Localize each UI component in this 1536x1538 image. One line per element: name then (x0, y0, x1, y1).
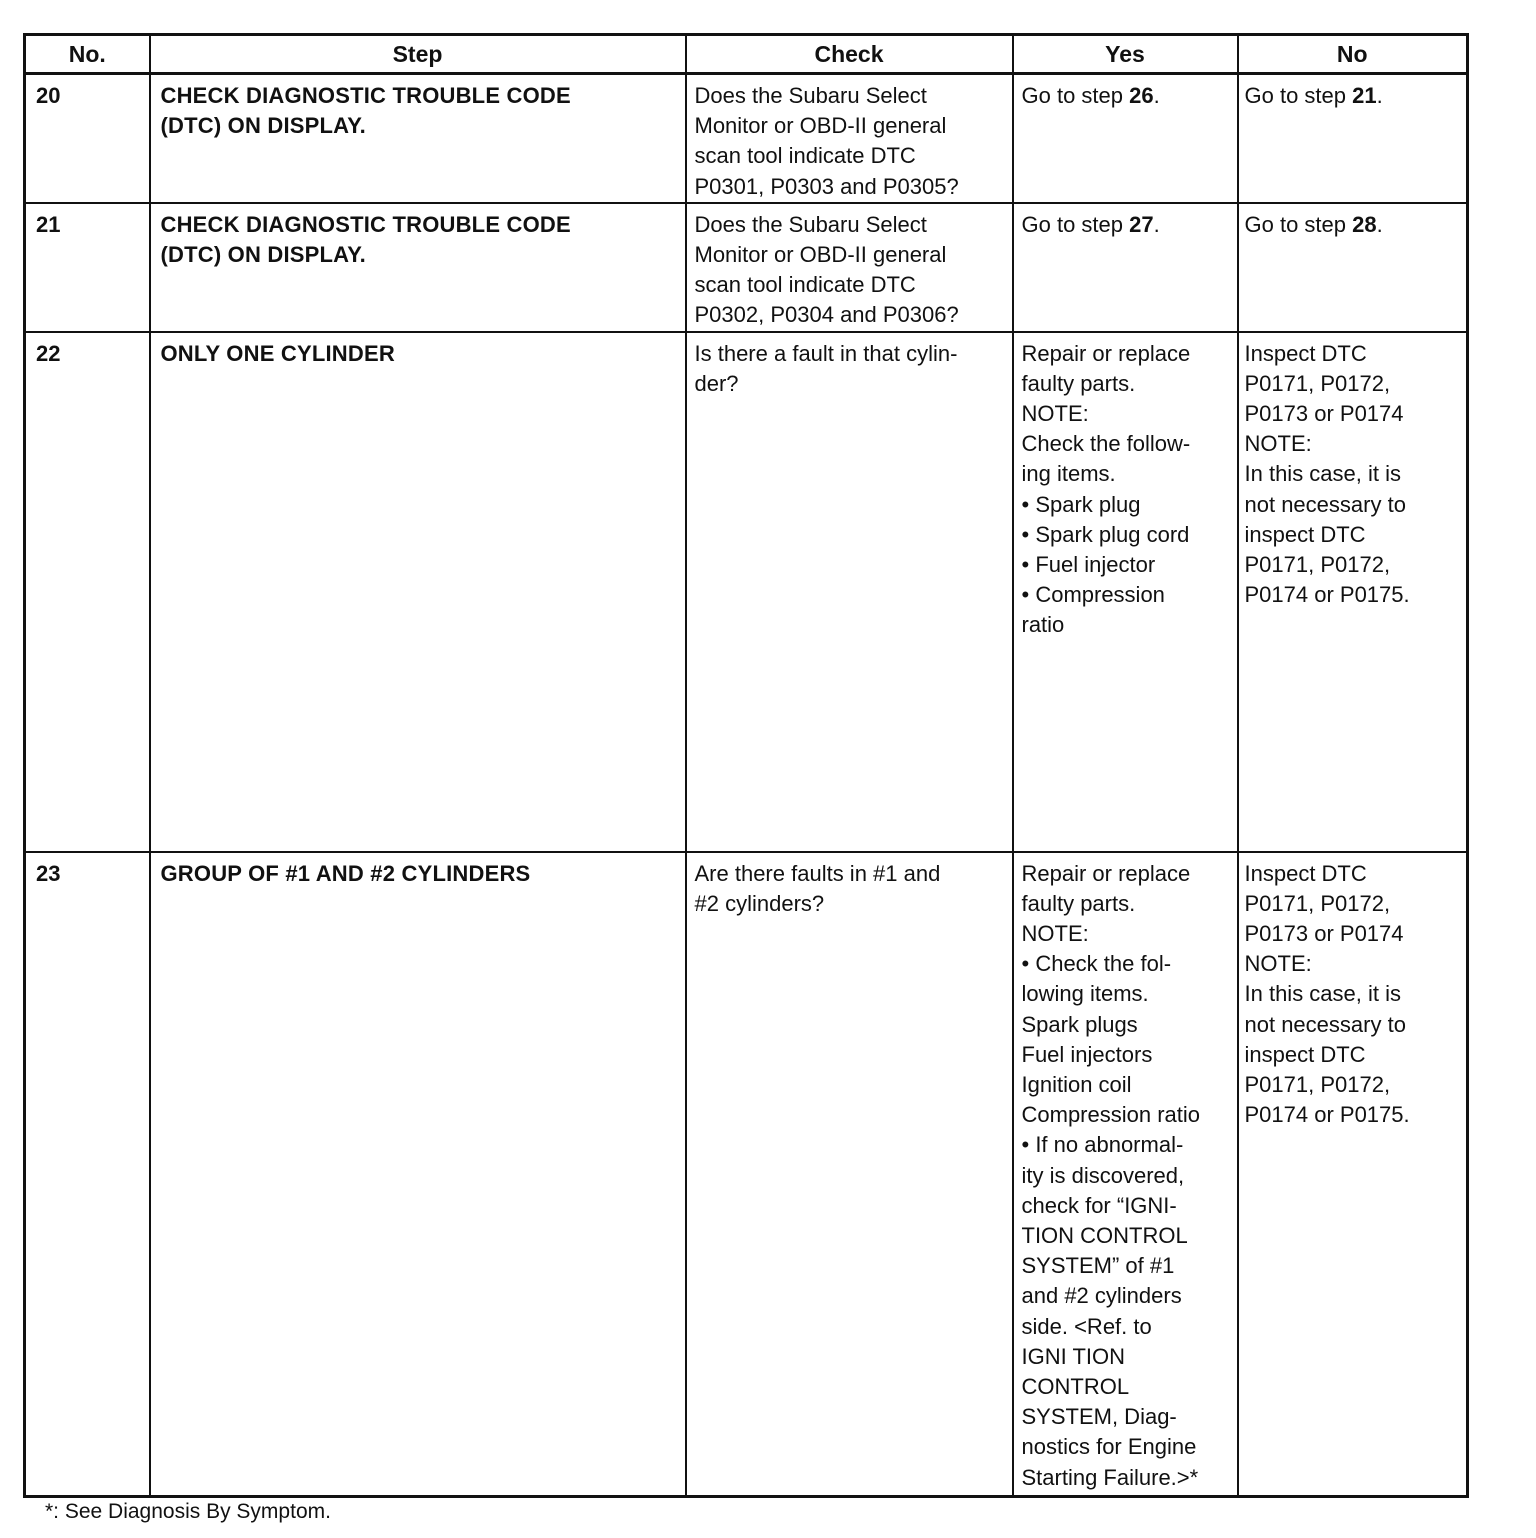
yes-line: Fuel injectors (1021, 1041, 1153, 1067)
yes-suffix: . (1153, 83, 1160, 108)
no-line: Inspect DTC (1244, 340, 1367, 366)
header-step: Step (150, 35, 686, 74)
step-line: (DTC) ON DISPLAY. (160, 242, 366, 268)
no-line: NOTE: (1244, 431, 1312, 457)
yes-cell (1013, 852, 1238, 1497)
step-line: CHECK DIAGNOSTIC TROUBLE CODE (160, 83, 571, 108)
no-line: P0171, P0172, (1244, 552, 1391, 578)
yes-step-ref: 27 (1129, 211, 1154, 237)
yes-line: Repair or replace (1021, 860, 1191, 886)
no-line: inspect DTC (1244, 1041, 1366, 1067)
yes-cell (1013, 332, 1238, 852)
no-line: not necessary to (1244, 491, 1406, 517)
yes-line: Starting Failure.>* (1021, 1464, 1199, 1490)
no-line: P0173 or P0174 (1244, 921, 1404, 947)
check-line: der? (694, 370, 739, 396)
no-cell (1238, 852, 1468, 1497)
step-line: (DTC) ON DISPLAY. (160, 113, 366, 139)
table-row (25, 332, 1468, 852)
check-line: Monitor or OBD-II general (694, 242, 947, 268)
yes-line: SYSTEM” of #1 (1021, 1253, 1175, 1279)
yes-line: Spark plugs (1021, 1011, 1138, 1037)
diagnostic-table (23, 33, 1469, 1498)
yes-line: lowing items. (1021, 981, 1149, 1007)
step-cell (150, 852, 686, 1497)
check-cell (686, 332, 1013, 852)
yes-suffix: . (1153, 211, 1160, 237)
check-line: Does the Subaru Select (694, 83, 927, 108)
check-line: #2 cylinders? (694, 890, 825, 916)
no-step-ref: 21 (1352, 83, 1377, 108)
yes-line: CONTROL (1021, 1374, 1130, 1400)
header-check: Check (686, 35, 1013, 74)
row-number: 20 (25, 74, 150, 203)
yes-line: SYSTEM, Diag- (1021, 1404, 1177, 1430)
no-cell (1238, 74, 1468, 203)
check-cell (686, 852, 1013, 1497)
table-header-row (25, 35, 1468, 74)
yes-line: Check the follow- (1021, 431, 1191, 457)
no-suffix: . (1376, 211, 1383, 237)
no-text: Go to step (1244, 211, 1353, 237)
check-line: Does the Subaru Select (694, 211, 927, 237)
yes-line: faulty parts. (1021, 370, 1136, 396)
yes-line: • If no abnormal- (1021, 1132, 1184, 1158)
check-line: Is there a fault in that cylin- (694, 340, 958, 366)
yes-line: side. <Ref. to (1021, 1313, 1152, 1339)
header-yes: Yes (1013, 35, 1238, 74)
header-no-answer: No (1238, 35, 1468, 74)
step-line: CHECK DIAGNOSTIC TROUBLE CODE (160, 211, 571, 237)
no-cell (1238, 332, 1468, 852)
no-line: NOTE: (1244, 951, 1312, 977)
yes-line: IGNI TION (1021, 1343, 1125, 1369)
check-cell (686, 203, 1013, 332)
row-number: 21 (25, 203, 150, 332)
yes-step-ref: 26 (1129, 83, 1154, 108)
yes-line: Repair or replace (1021, 340, 1191, 366)
yes-line: ity is discovered, (1021, 1162, 1185, 1188)
check-line: Are there faults in #1 and (694, 860, 941, 886)
no-line: P0174 or P0175. (1244, 582, 1410, 608)
no-line: In this case, it is (1244, 461, 1402, 487)
no-text: Go to step (1244, 83, 1353, 108)
footnote: *: See Diagnosis By Symptom. (45, 1500, 331, 1523)
yes-line: • Check the fol- (1021, 951, 1172, 977)
no-line: In this case, it is (1244, 981, 1402, 1007)
yes-line: NOTE: (1021, 401, 1089, 427)
yes-line: and #2 cylinders (1021, 1283, 1182, 1309)
check-line: scan tool indicate DTC (694, 272, 916, 298)
table-row (25, 852, 1468, 1497)
no-line: P0173 or P0174 (1244, 401, 1404, 427)
no-line: P0171, P0172, (1244, 890, 1391, 916)
step-cell (150, 74, 686, 203)
yes-line: Ignition coil (1021, 1072, 1132, 1098)
yes-line: faulty parts. (1021, 890, 1136, 916)
header-no: No. (25, 35, 150, 74)
yes-line: • Spark plug (1021, 491, 1141, 517)
no-line: P0171, P0172, (1244, 370, 1391, 396)
no-line: inspect DTC (1244, 521, 1366, 547)
yes-line: check for “IGNI- (1021, 1192, 1177, 1218)
no-line: P0171, P0172, (1244, 1072, 1391, 1098)
no-suffix: . (1376, 83, 1383, 108)
yes-cell (1013, 203, 1238, 332)
yes-line: • Fuel injector (1021, 552, 1156, 578)
yes-line: ing items. (1021, 461, 1116, 487)
no-line: not necessary to (1244, 1011, 1406, 1037)
yes-text: Go to step (1021, 83, 1130, 108)
step-line: ONLY ONE CYLINDER (160, 340, 395, 366)
step-cell (150, 203, 686, 332)
yes-line: nostics for Engine (1021, 1434, 1197, 1460)
yes-line: • Compression (1021, 582, 1165, 608)
check-line: P0302, P0304 and P0306? (694, 302, 959, 328)
check-line: P0301, P0303 and P0305? (694, 173, 959, 199)
step-line: GROUP OF #1 AND #2 CYLINDERS (160, 860, 531, 886)
no-cell (1238, 203, 1468, 332)
yes-text: Go to step (1021, 211, 1130, 237)
check-line: Monitor or OBD-II general (694, 113, 947, 139)
yes-line: TION CONTROL (1021, 1223, 1188, 1249)
row-number: 23 (25, 852, 150, 1497)
table-row (25, 74, 1468, 203)
row-number: 22 (25, 332, 150, 852)
yes-line: NOTE: (1021, 921, 1089, 947)
yes-line: • Spark plug cord (1021, 521, 1190, 547)
check-cell (686, 74, 1013, 203)
yes-cell (1013, 74, 1238, 203)
check-line: scan tool indicate DTC (694, 143, 916, 169)
no-line: Inspect DTC (1244, 860, 1367, 886)
step-cell (150, 332, 686, 852)
table-row (25, 203, 1468, 332)
no-step-ref: 28 (1352, 211, 1377, 237)
no-line: P0174 or P0175. (1244, 1102, 1410, 1128)
yes-line: Compression ratio (1021, 1102, 1201, 1128)
yes-line: ratio (1021, 612, 1065, 638)
